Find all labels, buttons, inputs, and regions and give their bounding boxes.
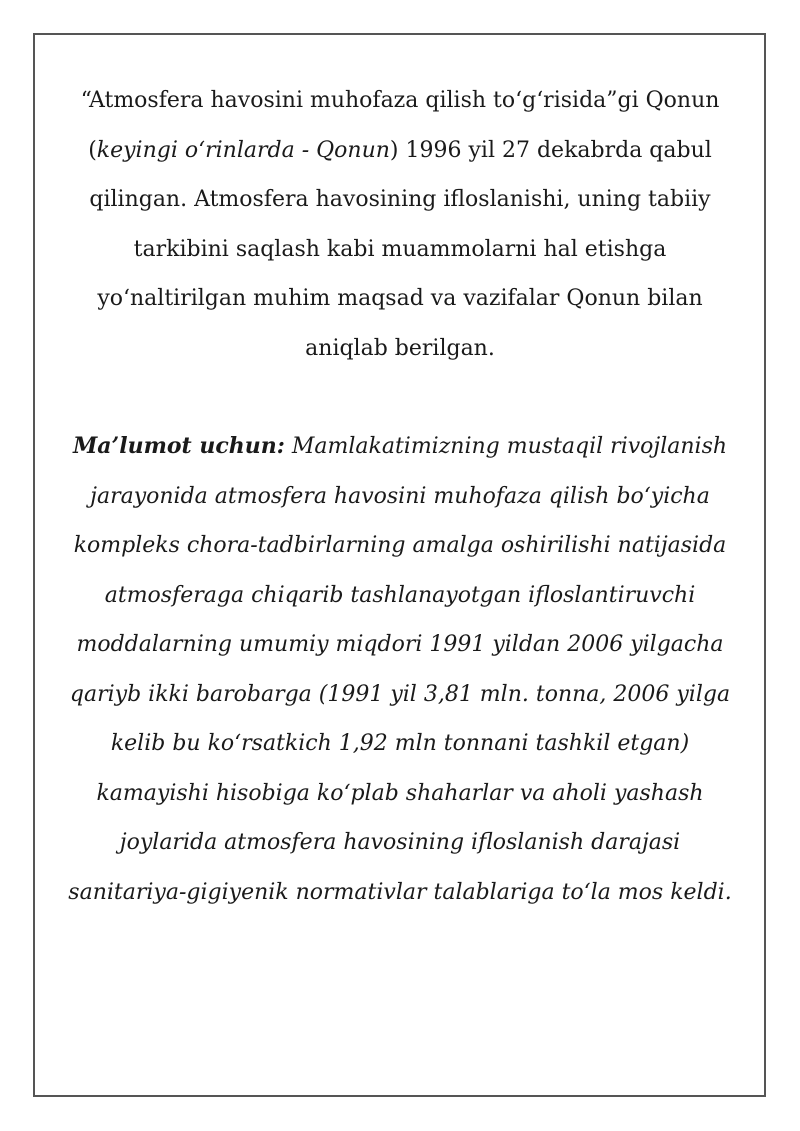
law-intro-paragraph [60,76,740,373]
law-intro-text-end: ) 1996 yil 27 dekabrda qabul qilingan. Atmosfera havosining ifloslanishi, uning tabiiy tarkibini saqlash kabi muammolarni hal etishga yo‘naltirilgan muhim maqsad va vazifalar Qonun bilan aniqlab berilgan. [89,137,712,361]
law-intro-text-start: “Atmosfera havosini muhofaza qilish to‘g‘risida”gi Qonun ( [80,88,720,163]
info-note-paragraph [60,422,740,917]
document-body [60,76,740,917]
info-note-label: Ma’lumot uchun: [72,433,285,459]
info-note-text: Mamlakatimizning mustaqil rivojlanish jarayonida atmosfera havosini muhofaza qilish bo‘yicha kompleks chora-tadbirlarning amalga oshirilishi natijasida atmosferaga chiqarib tashlanayotgan ifloslantiruvchi moddalarning umumiy miqdori 1991 yildan 2006 yilgacha qariyb ikki barobarga (1991 yil 3,81 mln. tonna, 2006 yilga kelib bu ko‘rsatkich 1,92 mln tonnani tashkil etgan) kamayishi hisobiga ko‘plab shaharlar va aholi yashash joylarida atmosfera havosining ifloslanish darajasi sanitariya-gigiyenik normativlar talablariga to‘la mos keldi. [68,434,732,905]
law-intro-emphasis: keyingi o‘rinlarda - Qonun [96,137,390,163]
